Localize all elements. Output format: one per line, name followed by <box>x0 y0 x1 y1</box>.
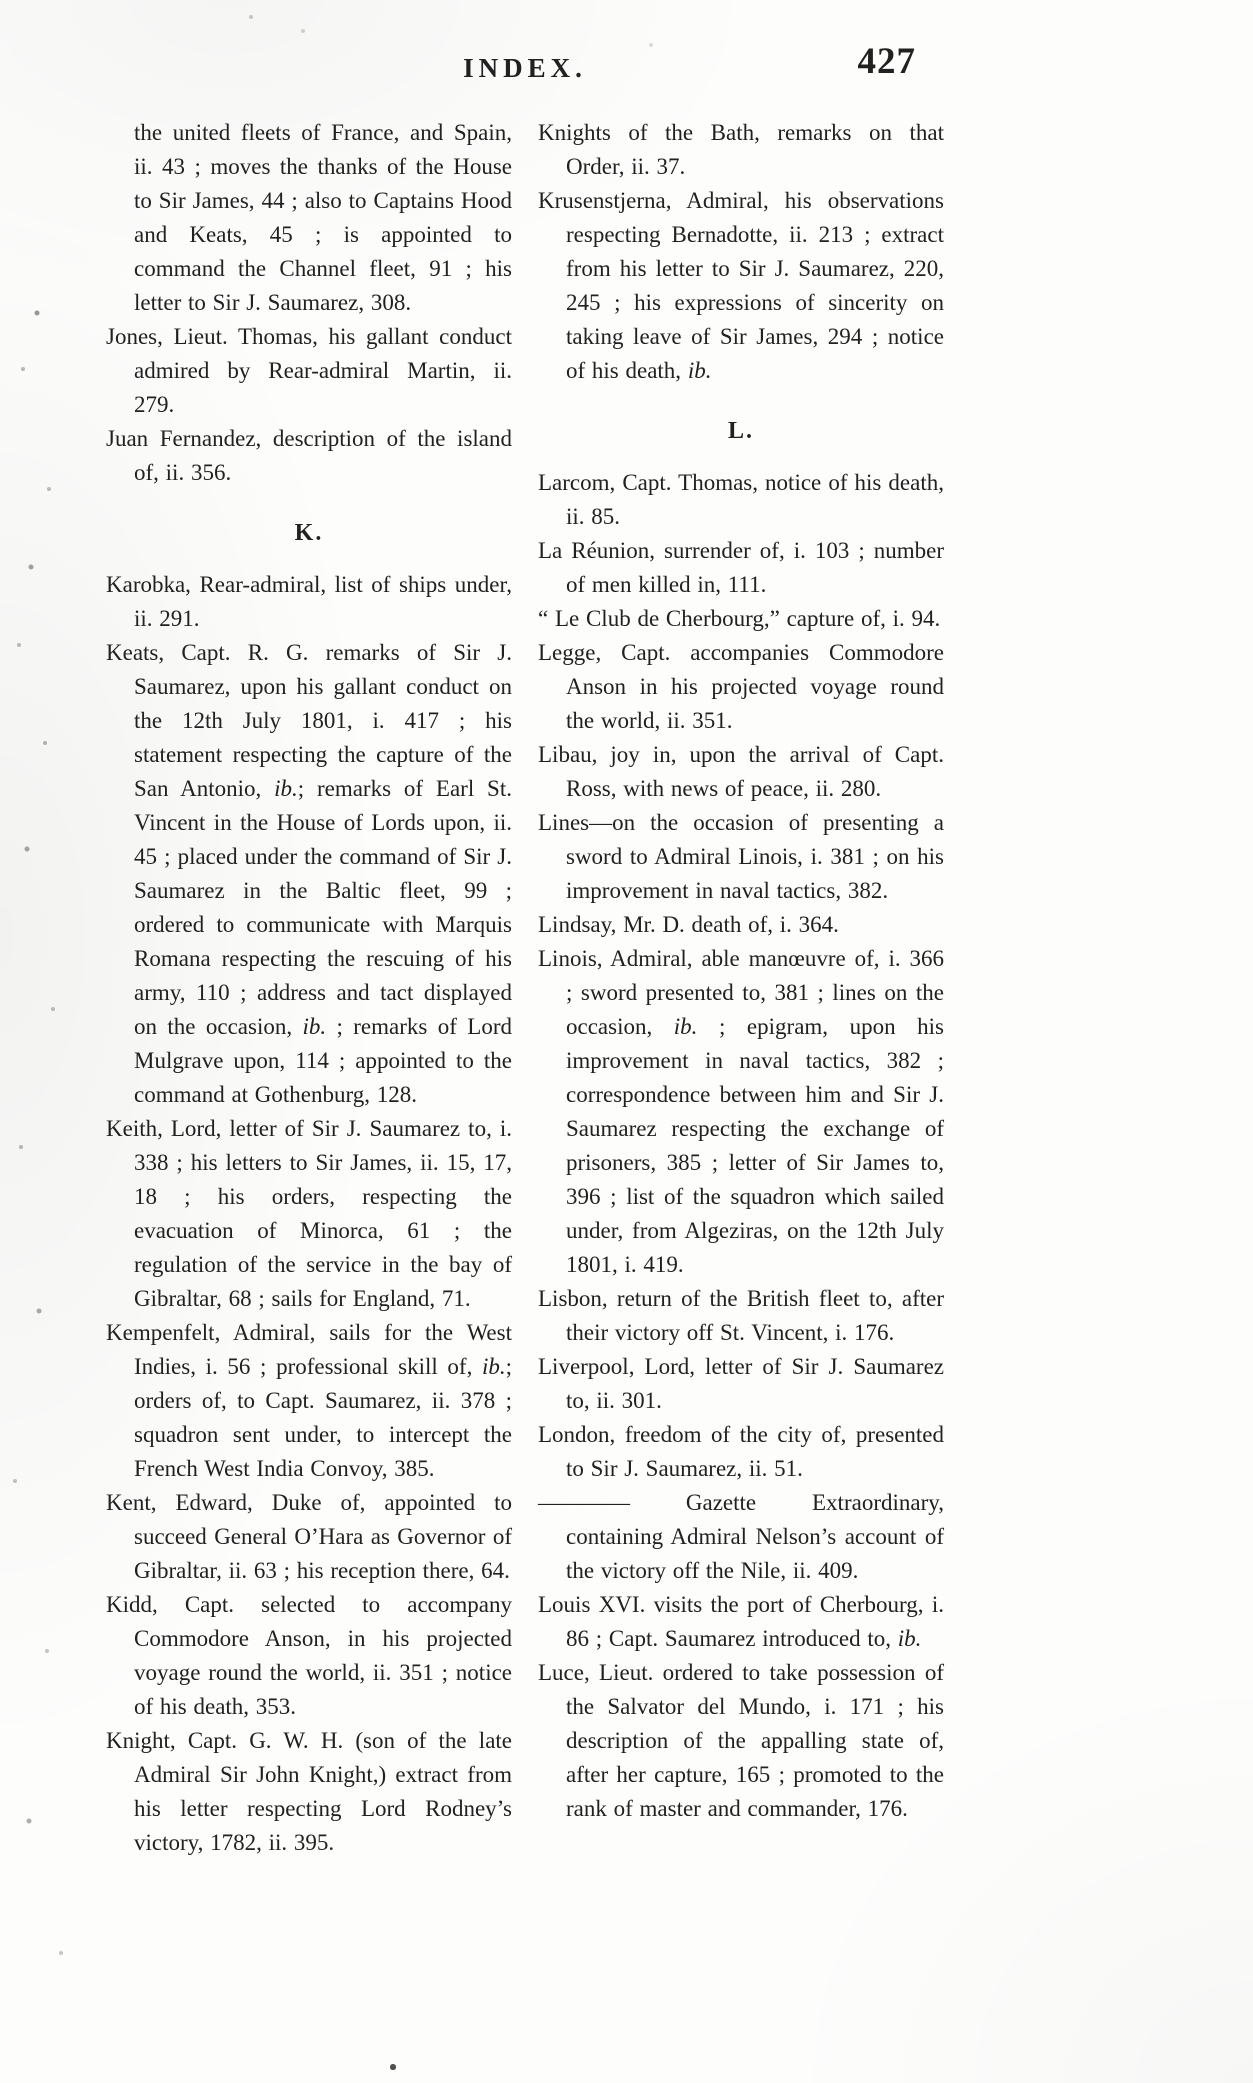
index-entry: London, freedom of the city of, presented to Sir J. Saumarez, ii. 51. <box>538 1422 944 1481</box>
index-entry: Keith, Lord, letter of Sir J. Saumarez to, i. 338 ; his letters to Sir James, ii. 15, 17, 18 ; his orders, respecting the evacuation of Minorca, 61 ; the regulation of the service in the bay of Gibraltar, 68 ; sails for England, 71. <box>106 1116 512 1311</box>
index-entry: ———— Gazette Extraordinary, containing Admiral Nelson’s account of the victory off the Nile, ii. 409. <box>538 1490 944 1583</box>
index-entry: Kent, Edward, Duke of, appointed to succeed General O’Hara as Governor of Gibraltar, ii. 63 ; his reception there, 64. <box>106 1490 512 1583</box>
index-entry: “ Le Club de Cherbourg,” capture of, i. 94. <box>538 606 941 631</box>
index-entry-continuation: the united fleets of France, and Spain, ii. 43 ; moves the thanks of the House to Sir James, 44 ; also to Captains Hood and Keats, 45 ; is appointed to command the Channel fleet, 91 ; his letter to Sir J. Saumarez, 308. <box>134 120 512 315</box>
page-number: 427 <box>857 41 916 82</box>
page-title: INDEX. <box>463 53 587 83</box>
index-entry: Jones, Lieut. Thomas, his gallant conduct admired by Rear-admiral Martin, ii. 279. <box>106 324 512 417</box>
scan-noise-specks <box>0 0 2 2</box>
index-columns <box>106 116 944 1860</box>
section-heading: L. <box>727 418 754 444</box>
index-entry: Kempenfelt, Admiral, sails for the West Indies, i. 56 ; professional skill of, ib.; orders of, to Capt. Saumarez, ii. 378 ; squadron sent under, to intercept the French West India Convoy, 385. <box>106 1320 512 1481</box>
index-entry: La Réunion, surrender of, i. 103 ; number of men killed in, 111. <box>538 538 944 597</box>
index-entry: Karobka, Rear-admiral, list of ships under, ii. 291. <box>106 572 512 631</box>
index-entry: Lines—on the occasion of presenting a sword to Admiral Linois, i. 381 ; on his improvement in naval tactics, 382. <box>538 810 944 903</box>
index-entry: Keats, Capt. R. G. remarks of Sir J. Saumarez, upon his gallant conduct on the 12th July 1801, i. 417 ; his statement respecting the capture of the San Antonio, ib.; remarks of Earl St. Vincent in the House of Lords upon, ii. 45 ; placed under the command of Sir J. Saumarez in the Baltic fleet, 99 ; ordered to communicate with Marquis Romana respecting the rescuing of his army, 110 ; address and tact displayed on the occasion, ib. ; remarks of Lord Mulgrave upon, 114 ; appointed to the command at Gothenburg, 128. <box>106 640 512 1107</box>
index-entry: Linois, Admiral, able manœuvre of, i. 366 ; sword presented to, 381 ; lines on the occasion, ib. ; epigram, upon his improvement in naval tactics, 382 ; correspondence between him and Sir J. Saumarez respecting the exchange of prisoners, 385 ; letter of Sir James to, 396 ; list of the squadron which sailed under, from Algeziras, on the 12th July 1801, i. 419. <box>538 946 944 1277</box>
index-entry: Lisbon, return of the British fleet to, after their victory off St. Vincent, i. 176. <box>538 1286 944 1345</box>
index-entry: Louis XVI. visits the port of Cherbourg, i. 86 ; Capt. Saumarez introduced to, ib. <box>538 1592 944 1651</box>
index-entry: Liverpool, Lord, letter of Sir J. Saumarez to, ii. 301. <box>538 1354 944 1413</box>
left-column <box>106 116 512 1860</box>
index-entry: Krusenstjerna, Admiral, his observations respecting Bernadotte, ii. 213 ; extract from his letter to Sir J. Saumarez, 220, 245 ; his expressions of sincerity on taking leave of Sir James, 294 ; notice of his death, ib. <box>538 188 944 383</box>
index-entry: Knight, Capt. G. W. H. (son of the late Admiral Sir John Knight,) extract from his letter respecting Lord Rodney’s victory, 1782, ii. 395. <box>106 1728 512 1855</box>
index-entry: Knights of the Bath, remarks on that Order, ii. 37. <box>538 120 944 179</box>
index-entry: Juan Fernandez, description of the island of, ii. 356. <box>106 426 512 485</box>
index-entry: Libau, joy in, upon the arrival of Capt. Ross, with news of peace, ii. 280. <box>538 742 944 801</box>
right-column <box>538 116 944 1860</box>
index-entry: Luce, Lieut. ordered to take possession of the Salvator del Mundo, i. 171 ; his description of the appalling state of, after her capture, 165 ; promoted to the rank of master and commander, 176. <box>538 1660 944 1821</box>
index-entry: Kidd, Capt. selected to accompany Commodore Anson, in his projected voyage round the world, ii. 351 ; notice of his death, 353. <box>106 1592 512 1719</box>
page-header <box>106 41 944 100</box>
index-entry: Larcom, Capt. Thomas, notice of his death, ii. 85. <box>538 470 944 529</box>
index-entry: Lindsay, Mr. D. death of, i. 364. <box>538 912 839 937</box>
section-heading: K. <box>294 520 324 546</box>
index-entry: Legge, Capt. accompanies Commodore Anson in his projected voyage round the world, ii. 351. <box>538 640 944 733</box>
